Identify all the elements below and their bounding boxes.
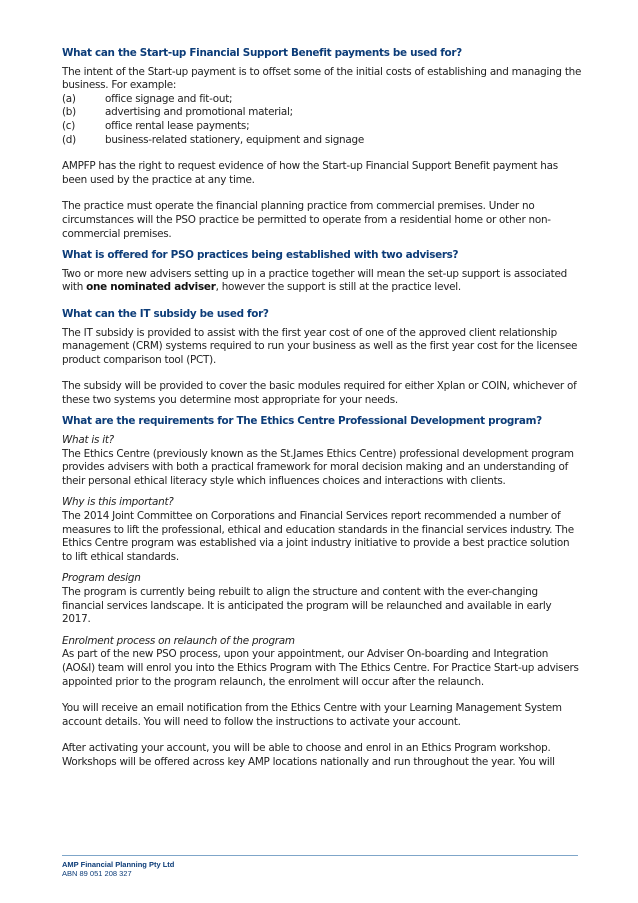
list-item-label: (b) [62, 106, 76, 119]
paragraph: The IT subsidy is provided to assist with the first year cost of one of the approved client relationship management (CRM) systems required to run your business as well as the first year cost for the licensee product comparison tool (PCT). [62, 326, 578, 366]
section-heading-startup-payments: What can the Start-up Financial Support Benefit payments be used for? [62, 47, 462, 59]
footer [62, 860, 174, 878]
subheading [62, 434, 582, 448]
text-run: Two or more new advisers setting up in a practice together will mean the set-up support is associated with [62, 267, 567, 294]
italic-subheading: What is it? [62, 434, 114, 447]
paragraph: The program is currently being rebuilt to align the structure and content with the ever-changing financial services landscape. It is anticipated the program will be relaunched and available in early 2017. [62, 586, 552, 626]
list-item [62, 93, 582, 107]
list-item-text: advertising and promotional material; [105, 106, 293, 119]
text-run: , however the support is still at the practice level. [215, 281, 461, 294]
page-content [62, 47, 582, 770]
paragraph [62, 268, 582, 295]
paragraph: AMPFP has the right to request evidence of how the Start-up Financial Support Benefit payment has been used by the practice at any time. [62, 160, 558, 186]
paragraph: After activating your account, you will be able to choose and enrol in an Ethics Program workshop. Workshops will be offered across key AMP locations nationally and run throughout the year. You will [62, 742, 555, 768]
section-heading-two-advisers: What is offered for PSO practices being established with two advisers? [62, 249, 459, 262]
list-item-label: (c) [62, 119, 76, 132]
paragraph: You will receive an email notification from the Ethics Centre with your Learning Management System account details. You will need to follow the instructions to activate your account. [62, 702, 562, 728]
bold-text: one nominated adviser [86, 281, 216, 294]
subheading [62, 572, 582, 586]
list-item-text: office signage and fit-out; [105, 92, 233, 105]
italic-subheading: Program design [62, 572, 141, 585]
list-item-label: (d) [62, 133, 76, 146]
italic-subheading: Enrolment process on relaunch of the program [62, 634, 295, 647]
paragraph: The intent of the Start-up payment is to offset some of the initial costs of establishing and managing the business. For example: [62, 65, 582, 92]
section-heading-ethics-centre: What are the requirements for The Ethics Centre Professional Development program? [62, 415, 542, 428]
list-item [62, 134, 582, 148]
subheading [62, 496, 582, 510]
list-item-label: (a) [62, 92, 76, 105]
paragraph: The 2014 Joint Committee on Corporations and Financial Services report recommended a number of measures to lift the professional, ethical and education standards in the financial services industry. The Ethics Centre program was established via a joint industry initiative to provide a best practice solution to lift ethical standards. [62, 510, 574, 563]
subheading [62, 635, 582, 649]
footer-divider [62, 855, 578, 856]
footer-abn: ABN 89 051 208 327 [62, 869, 132, 878]
example-list [62, 93, 582, 147]
paragraph: The practice must operate the financial planning practice from commercial premises. Under no circumstances will the PSO practice be permitted to operate from a residential home or other non-commercial premises. [62, 200, 551, 240]
italic-subheading: Why is this important? [62, 496, 174, 509]
list-item-text: business-related stationery, equipment and signage [105, 133, 364, 146]
list-item [62, 106, 582, 120]
paragraph: The Ethics Centre (previously known as the St.James Ethics Centre) professional development program provides advisers with both a practical framework for moral decision making and an understanding of their personal ethical literacy style which influences choices and interactions with clients. [62, 447, 574, 487]
footer-company: AMP Financial Planning Pty Ltd [62, 860, 175, 869]
paragraph: As part of the new PSO process, upon your appointment, our Adviser On-boarding and Integration (AO&I) team will enrol you into the Ethics Program with The Ethics Centre. For Practice Start-up advisers appointed prior to the program relaunch, the enrolment will occur after the relaunch. [62, 648, 579, 688]
list-item [62, 120, 582, 134]
list-item-text: office rental lease payments; [105, 119, 250, 132]
paragraph: The subsidy will be provided to cover the basic modules required for either Xplan or COIN, whichever of these two systems you determine most appropriate for your needs. [62, 380, 577, 406]
section-heading-it-subsidy: What can the IT subsidy be used for? [62, 307, 269, 320]
